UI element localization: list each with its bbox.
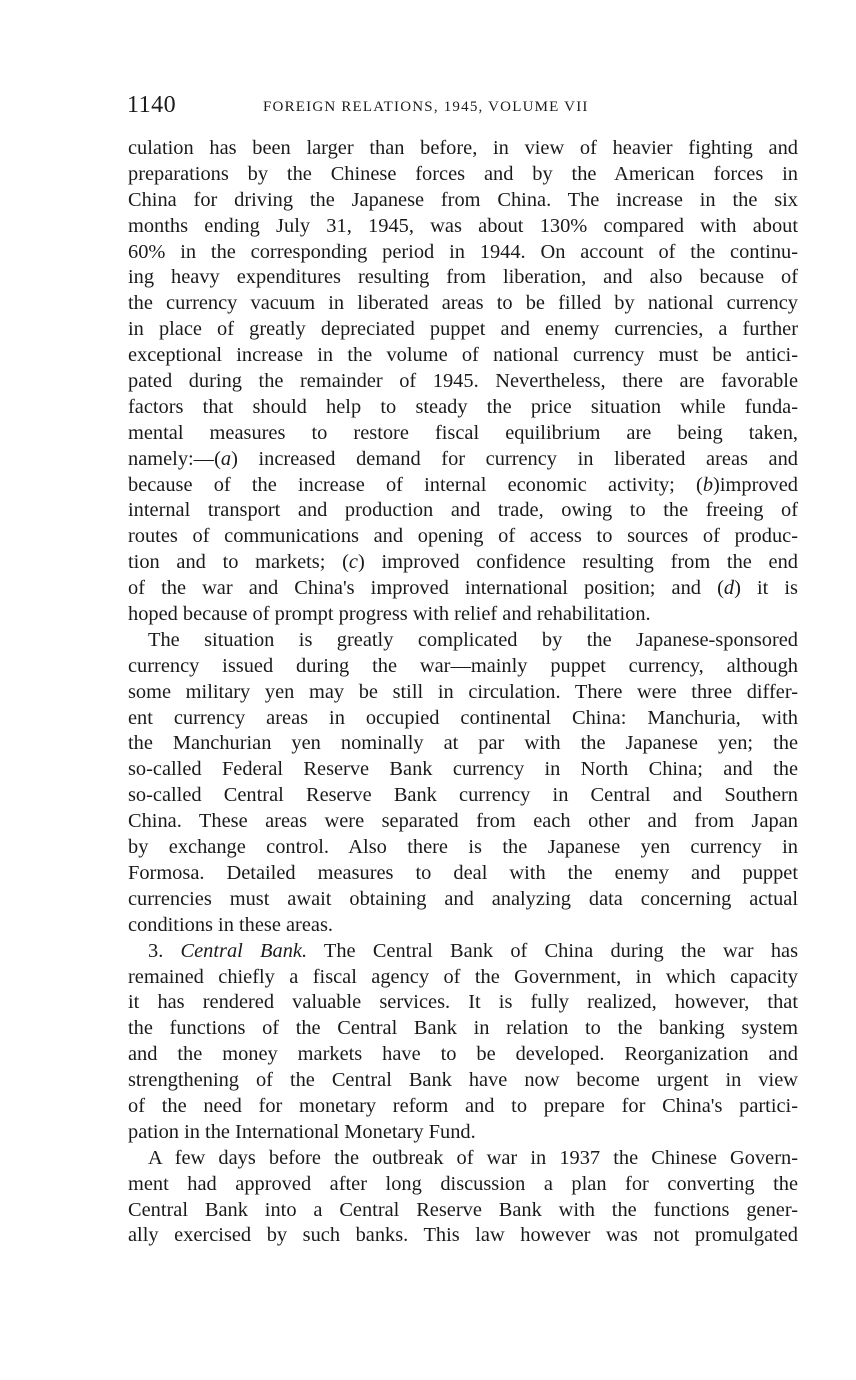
text-line: China. These areas were separated from each other and from Japan [128, 810, 798, 833]
text-line: it has rendered valuable services. It is fully realized, however, that [128, 991, 798, 1014]
text-line: strengthening of the Central Bank have now become urgent in view [128, 1069, 798, 1092]
text-line: the functions of the Central Bank in relation to the banking system [128, 1017, 798, 1040]
text-line: China for driving the Japanese from China. The increase in the six [128, 188, 798, 211]
text-line: namely:—(a) increased demand for currency in liberated areas and [128, 447, 798, 470]
text-line: currencies must await obtaining and analyzing data concerning actual [128, 887, 798, 910]
text-fragment: The Central Bank of China during the war has [307, 939, 799, 962]
text-line: hoped because of prompt progress with relief and rehabilitation. [128, 603, 651, 626]
text-line: A few days before the outbreak of war in 1937 the Chinese Govern- [148, 1146, 798, 1169]
text-line: and the money markets have to be developed. Reorganization and [128, 1043, 798, 1066]
text-line: ing heavy expenditures resulting from liberation, and also because of [128, 266, 798, 289]
running-title: FOREIGN RELATIONS, 1945, VOLUME VII [263, 99, 589, 115]
section-number: 3. [148, 939, 181, 962]
text-line: ally exercised by such banks. This law however was not promulgated [128, 1224, 798, 1247]
text-line: of the war and China's improved international position; and (d) it is [128, 577, 798, 600]
section-title: Central Bank. [180, 939, 308, 962]
text-line: by exchange control. Also there is the Japanese yen currency in [128, 836, 798, 859]
text-line: Central Bank into a Central Reserve Bank with the functions gener- [128, 1198, 798, 1221]
text-line: of the need for monetary reform and to prepare for China's partici- [128, 1094, 798, 1117]
text-line: exceptional increase in the volume of national currency must be antici- [128, 344, 798, 367]
text-line: 60% in the corresponding period in 1944. On account of the continu- [128, 240, 798, 263]
text-line: The situation is greatly complicated by the Japanese-sponsored [148, 628, 798, 651]
clause-letter: b [702, 473, 714, 496]
clause-letter: d [723, 577, 735, 600]
clause-letter: c [348, 551, 358, 574]
text-line: pated during the remainder of 1945. Nevertheless, there are favorable [128, 370, 798, 393]
text-line: culation has been larger than before, in view of heavier fighting and [128, 137, 798, 159]
text-line: remained chiefly a fiscal agency of the Government, in which capacity [128, 965, 798, 988]
text-line: currency issued during the war—mainly puppet currency, although [128, 654, 798, 677]
section-heading-line [128, 939, 798, 965]
clause-letter: a [220, 447, 232, 470]
page-number: 1140 [127, 92, 177, 118]
text-line: the currency vacuum in liberated areas to be filled by national currency [128, 292, 798, 315]
text-line: ment had approved after long discussion a plan for converting the [128, 1172, 798, 1195]
text-line: conditions in these areas. [128, 913, 333, 936]
text-line: ent currency areas in occupied continental China: Manchuria, with [128, 706, 798, 729]
running-head [127, 88, 797, 124]
body-text [128, 136, 798, 1249]
text-line: months ending July 31, 1945, was about 130% compared with about [128, 214, 798, 237]
text-line: the Manchurian yen nominally at par with the Japanese yen; the [128, 732, 798, 755]
text-line: tion and to markets; (c) improved confidence resulting from the end [128, 551, 798, 574]
text-line: Formosa. Detailed measures to deal with the enemy and puppet [128, 861, 798, 884]
text-line: pation in the International Monetary Fund. [128, 1120, 476, 1143]
text-line: mental measures to restore fiscal equilibrium are being taken, [128, 421, 798, 444]
text-line: preparations by the Chinese forces and by the American forces in [128, 162, 798, 185]
text-line: so-called Central Reserve Bank currency in Central and Southern [128, 784, 798, 807]
text-line: because of the increase of internal economic activity; (b)improved [128, 473, 798, 496]
text-line: in place of greatly depreciated puppet and enemy currencies, a further [128, 318, 798, 341]
text-line: factors that should help to steady the price situation while funda- [128, 395, 798, 418]
text-line: some military yen may be still in circulation. There were three differ- [128, 680, 798, 703]
text-line: so-called Federal Reserve Bank currency in North China; and the [128, 758, 798, 781]
text-line: routes of communications and opening of access to sources of produc- [128, 525, 798, 548]
text-line: internal transport and production and trade, owing to the freeing of [128, 499, 798, 522]
